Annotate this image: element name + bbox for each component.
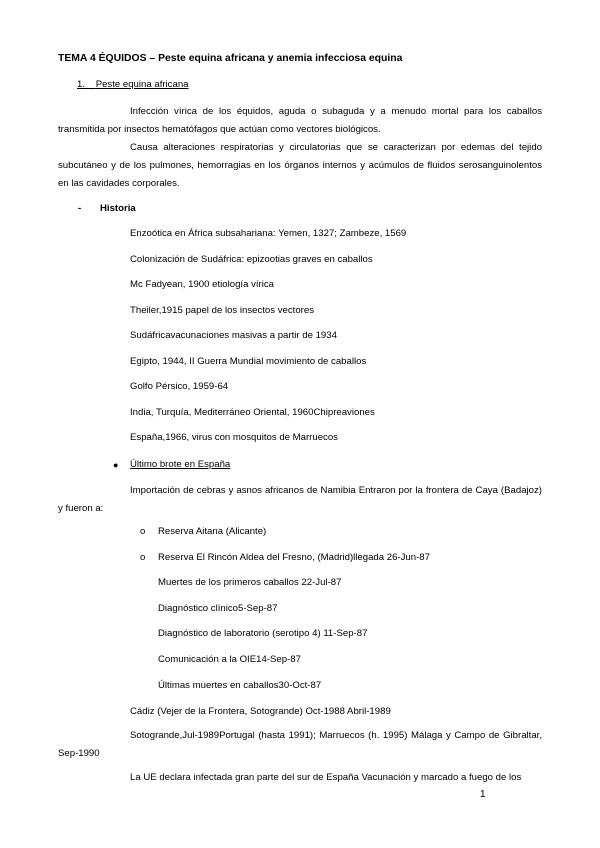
list-marker: o [140, 526, 146, 537]
event-item: Comunicación a la OIE14-Sep-87 [158, 654, 301, 665]
list-marker: o [140, 552, 146, 563]
paragraph-definition-text: Infección vírica de los équidos, aguda o subaguda y a menudo mortal para los caballos transmitida por insectos hematófagos que actúan como vectores biológicos. [58, 106, 542, 135]
paragraph-definition [58, 103, 542, 139]
historia-item: Sudáfricavacunaciones masivas a partir de 1934 [130, 330, 337, 341]
historia-item: Mc Fadyean, 1900 etiología vírica [130, 279, 274, 290]
event-item: Muertes de los primeros caballos 22-Jul-87 [158, 577, 342, 588]
section-heading-text: Peste equina africana [95, 79, 189, 90]
cadiz-line: Cádiz (Vejer de la Frontera, Sotogrande) Oct-1988 Abril-1989 [130, 706, 391, 717]
paragraph-sotogrande [58, 727, 542, 763]
paragraph-ue [58, 769, 542, 787]
historia-item: Egipto, 1944, II Guerra Mundial movimiento de caballos [130, 356, 367, 367]
ultimo-brote-heading: Último brote en España [130, 459, 231, 470]
section-heading-peste [77, 78, 189, 91]
historia-item: Colonización de Sudáfrica: epizootias graves en caballos [130, 254, 373, 265]
section-number: 1. [77, 79, 86, 90]
reserva-item: Reserva El Rincón Aldea del Fresno, (Madrid)llegada 26-Jun-87 [158, 552, 430, 563]
event-item: Últimas muertes en caballos30-Oct-87 [158, 680, 322, 691]
historia-item: India, Turquía, Mediterráneo Oriental, 1960Chipreaviones [130, 407, 375, 418]
paragraph-clinical [58, 139, 542, 193]
event-item: Diagnóstico de laboratorio (serotipo 4) 11-Sep-87 [158, 628, 368, 639]
historia-item: Golfo Pérsico, 1959-64 [130, 381, 229, 392]
paragraph-importacion-text: Importación de cebras y asnos africanos de Namibia Entraron por la frontera de Caya (Badajoz) y fueron a: [58, 485, 542, 514]
historia-item: España,1966, virus con mosquitos de Marruecos [130, 432, 338, 443]
paragraph-sotogrande-text: Sotogrande,Jul-1989Portugal (hasta 1991); Marruecos (h. 1995) Málaga y Campo de Gibraltar, Sep-1990 [58, 730, 542, 759]
reserva-item: Reserva Aitana (Alicante) [158, 526, 267, 537]
paragraph-clinical-text: Causa alteraciones respiratorias y circulatorias que se caracterizan por edemas del tejido subcutáneo y de los pulmones, hemorragias en los órganos internos y acúmulos de fluidos serosanguinolentos en las cavidades corporales. [58, 142, 542, 189]
list-dash: - [78, 203, 82, 214]
historia-item: Theiler,1915 papel de los insectos vectores [130, 305, 314, 316]
paragraph-ue-text: La UE declara infectada gran parte del sur de España Vacunación y marcado a fuego de los [130, 772, 522, 783]
historia-item: Enzoótica en África subsahariana: Yemen, 1327; Zambeze, 1569 [130, 228, 407, 239]
document-title: TEMA 4 ÉQUIDOS – Peste equina africana y anemia infecciosa equina [58, 53, 403, 64]
bullet-icon: ● [113, 460, 119, 470]
paragraph-importacion [58, 482, 542, 518]
event-item: Diagnóstico clínico5-Sep-87 [158, 603, 278, 614]
historia-heading: Historia [100, 203, 136, 214]
page-number: 1 [480, 789, 486, 800]
